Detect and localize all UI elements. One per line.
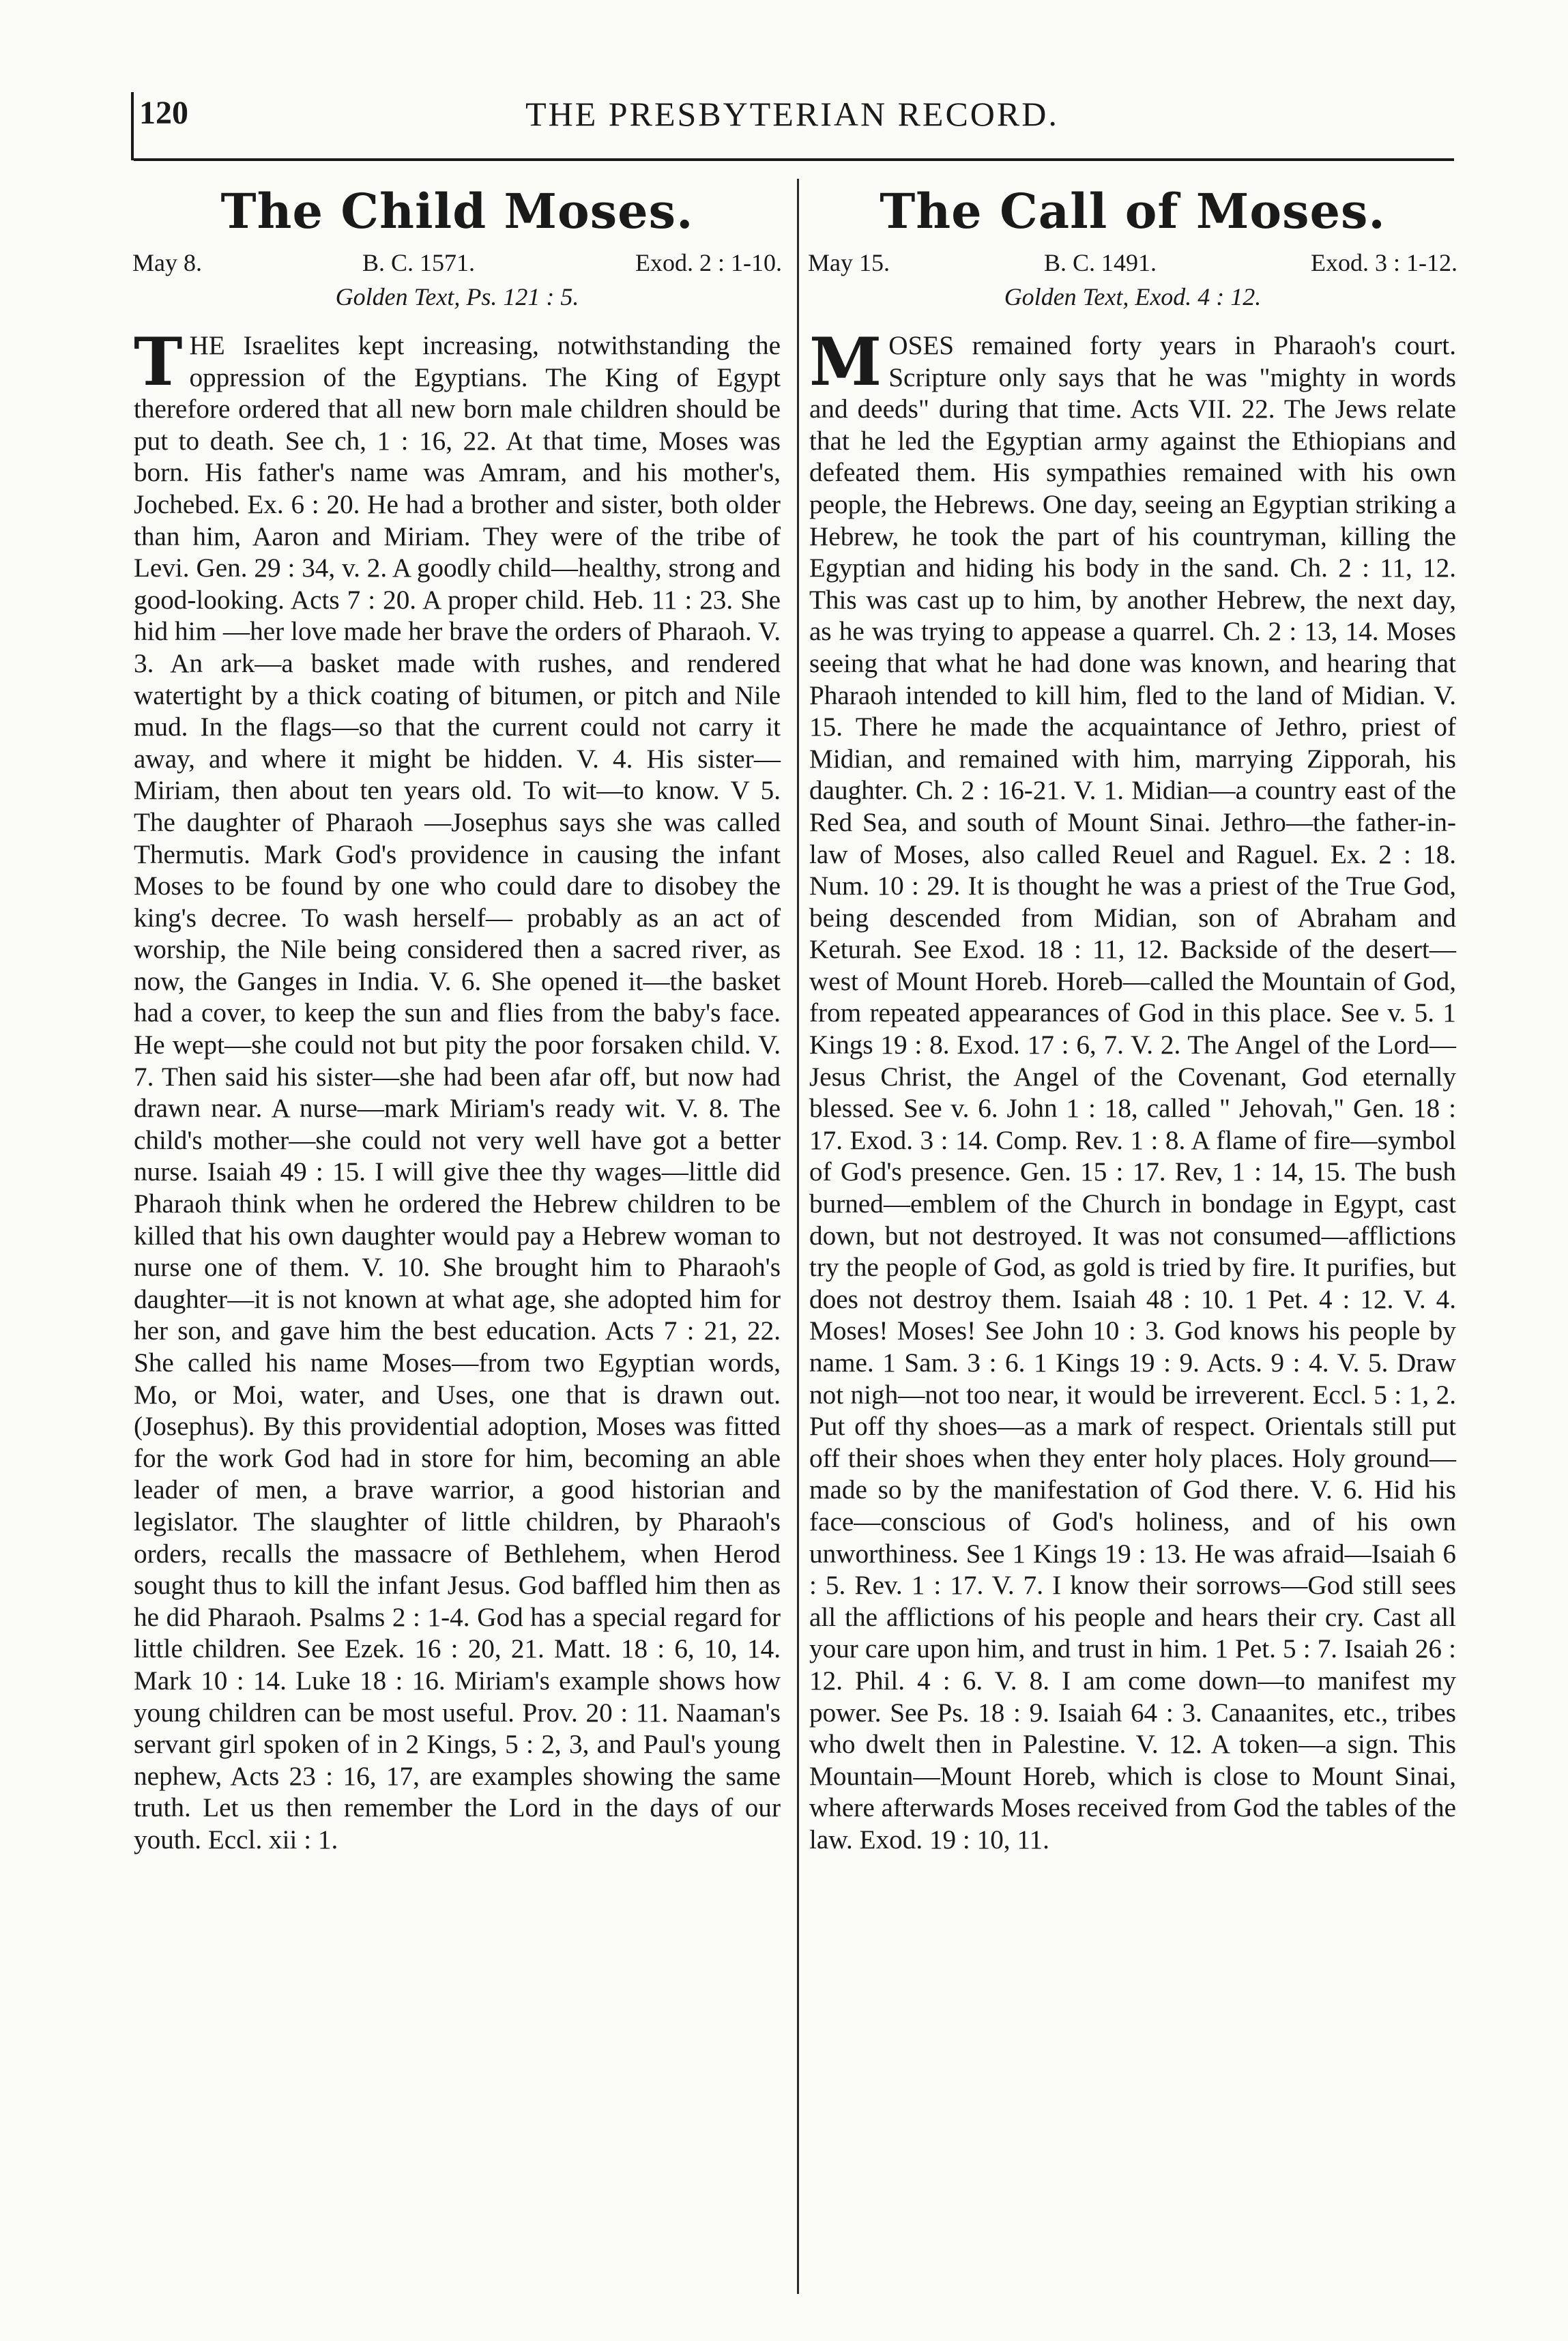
drop-cap: T — [134, 323, 183, 401]
lesson-meta — [130, 248, 785, 282]
lesson-body-text: OSES remained forty years in Pharaoh's court. Scripture only says that he was "mighty in words and deeds" during that time. Acts VII. 22. The Jews relate that he led the Egyptian army against the Ethiopians and defeated them. His sympathies remained with his own people, the Hebrews. One day, seeing an Egyptian striking a Hebrew, he took the part of his countryman, killing the Egyptian and hiding his body in the sand. Ch. 2 : 11, 12. This was cast up to him, by another Hebrew, the next day, as he was trying to appease a quarrel. Ch. 2 : 13, 14. Moses seeing that what he had done was known, and hearing that Pharaoh intended to kill him, fled to the land of Midian. V. 15. There he made the acquaintance of Jethro, priest of Midian, and remained with him, marrying Zipporah, his daughter. Ch. 2 : 16-21. V. 1. Midian—a country east of the Red Sea, and south of Mount Sinai. Jethro—the father-in-law of Moses, also called Reuel and Raguel. Ex. 2 : 18. Num. 10 : 29. It is thought he was a priest of the True God, being descended from Midian, son of Abraham and Keturah. See Exod. 18 : 11, 12. Backside of the desert—west of Mount Horeb. Horeb—called the Mountain of God, from repeated appearances of God in this place. See v. 5. 1 Kings 19 : 8. Exod. 17 : 6, 7. V. 2. The Angel of the Lord—Jesus Christ, the Angel of the Covenant, God eternally blessed. See v. 6. John 1 : 18, called " Jehovah," Gen. 18 : 17. Exod. 3 : 14. Comp. Rev. 1 : 8. A flame of fire—symbol of God's presence. Gen. 15 : 17. Rev, 1 : 14, 15. The bush burned—emblem of the Church in bondage in Egypt, cast down, but not destroyed. It was not consumed—afflictions try the people of God, as gold is tried by fire. It purifies, but does not destroy them. Isaiah 48 : 10. 1 Pet. 4 : 12. V. 4. Moses! Moses! See John 10 : 3. God knows his people by name. 1 Sam. 3 : 6. 1 Kings 19 : 9. Acts. 9 : 4. V. 5. Draw not nigh—not too near, it would be irreverent. Eccl. 5 : 1, 2. Put off thy shoes—as a mark of respect. Orientals still put off their shoes when they enter holy places. Holy ground—made so by the manifestation of God there. V. 6. Hid his face—conscious of God's holiness, and of his own unworthiness. See 1 Kings 19 : 13. He was afraid—Isaiah 6 : 5. Rev. 1 : 17. V. 7. I know their sorrows—God still sees all the afflictions of his people and hears their cry. Cast all your care upon him, and trust in him. 1 Pet. 5 : 7. Isaiah 26 : 12. Phil. 4 : 6. V. 8. I am come down—to manifest my power. See Ps. 18 : 9. Isaiah 64 : 3. Canaanites, etc., tribes who dwelt then in Palestine. V. 12. A token—a sign. This Mountain—Mount Horeb, which is close to Mount Sinai, where afterwards Moses received from God the tables of the law. Exod. 19 : 10, 11. — [809, 331, 1456, 1855]
running-head: THE PRESBYTERIAN RECORD. — [525, 95, 1059, 133]
lesson-title: The Call of Moses. — [880, 183, 1386, 239]
lesson-reference: Exod. 2 : 1-10. — [635, 249, 782, 276]
lesson-body-text: HE Israelites kept increasing, notwithstanding the oppression of the Egyptians. The King of Egypt therefore ordered that all new born male children should be put to death. See ch, 1 : 16, 22. At that time, Moses was born. His father's name was Amram, and his mother's, Jochebed. Ex. 6 : 20. He had a brother and sister, both older than him, Aaron and Miriam. They were of the tribe of Levi. Gen. 29 : 34, v. 2. A goodly child—healthy, strong and good-looking. Acts 7 : 20. A proper child. Heb. 11 : 23. She hid him —her love made her brave the orders of Pharaoh. V. 3. An ark—a basket made with rushes, and rendered watertight by a thick coating of bitumen, or pitch and Nile mud. In the flags—so that the current could not carry it away, and where it might be hidden. V. 4. His sister—Miriam, then about ten years old. To wit—to know. V 5. The daughter of Pharaoh —Josephus says she was called Thermutis. Mark God's providence in causing the infant Moses to be found by one who could dare to disobey the king's decree. To wash herself— probably as an act of worship, the Nile being considered then a sacred river, as now, the Ganges in India. V. 6. She opened it—the basket had a cover, to keep the sun and flies from the baby's face. He wept—she could not but pity the poor forsaken child. V. 7. Then said his sister—she had been afar off, but now had drawn near. A nurse—mark Miriam's ready wit. V. 8. The child's mother—she could not very well have got a better nurse. Isaiah 49 : 15. I will give thee thy wages—little did Pharaoh think when he ordered the Hebrew children to be killed that his own daughter would pay a Hebrew woman to nurse one of them. V. 10. She brought him to Pharaoh's daughter—it is not known at what age, she adopted him for her son, and gave him the best education. Acts 7 : 21, 22. She called his name Moses—from two Egyptian words, Mo, or Moi, water, and Uses, one that is drawn out. (Josephus). By this providential adoption, Moses was fitted for the work God had in store for him, becoming an able leader of men, a brave warrior, a good historian and legislator. The slaughter of little children, by Pharaoh's orders, recalls the massacre of Bethlehem, when Herod sought thus to kill the infant Jesus. God baffled him then as he did Pharaoh. Psalms 2 : 1-4. God has a special regard for little children. See Ezek. 16 : 20, 21. Matt. 18 : 6, 10, 14. Mark 10 : 14. Luke 18 : 16. Miriam's example shows how young children can be most useful. Prov. 20 : 11. Naaman's servant girl spoken of in 2 Kings, 5 : 2, 3, and Paul's young nephew, Acts 23 : 16, 17, are examples showing the same truth. Let us then remember the Lord in the days of our youth. Eccl. xii : 1. — [134, 331, 781, 1855]
lesson-body — [130, 323, 785, 1857]
golden-text: Golden Text, Exod. 4 : 12. — [1004, 283, 1262, 310]
lesson-year: B. C. 1491. — [1043, 249, 1157, 276]
header-rule — [134, 158, 1454, 161]
lesson-column-left — [130, 179, 785, 1857]
page-number: 120 — [139, 95, 188, 131]
column-divider — [797, 179, 799, 2294]
drop-cap: M — [809, 323, 882, 401]
page-header — [134, 94, 1451, 142]
golden-text: Golden Text, Ps. 121 : 5. — [335, 283, 579, 310]
lesson-title: The Child Moses. — [220, 183, 694, 239]
lesson-column-right — [805, 179, 1460, 1857]
lesson-meta — [805, 248, 1460, 282]
lesson-date: May 15. — [808, 249, 890, 276]
lesson-body — [805, 323, 1460, 1857]
lesson-reference: Exod. 3 : 1-12. — [1311, 249, 1457, 276]
lesson-year: B. C. 1571. — [362, 249, 476, 276]
lesson-date: May 8. — [132, 249, 202, 276]
